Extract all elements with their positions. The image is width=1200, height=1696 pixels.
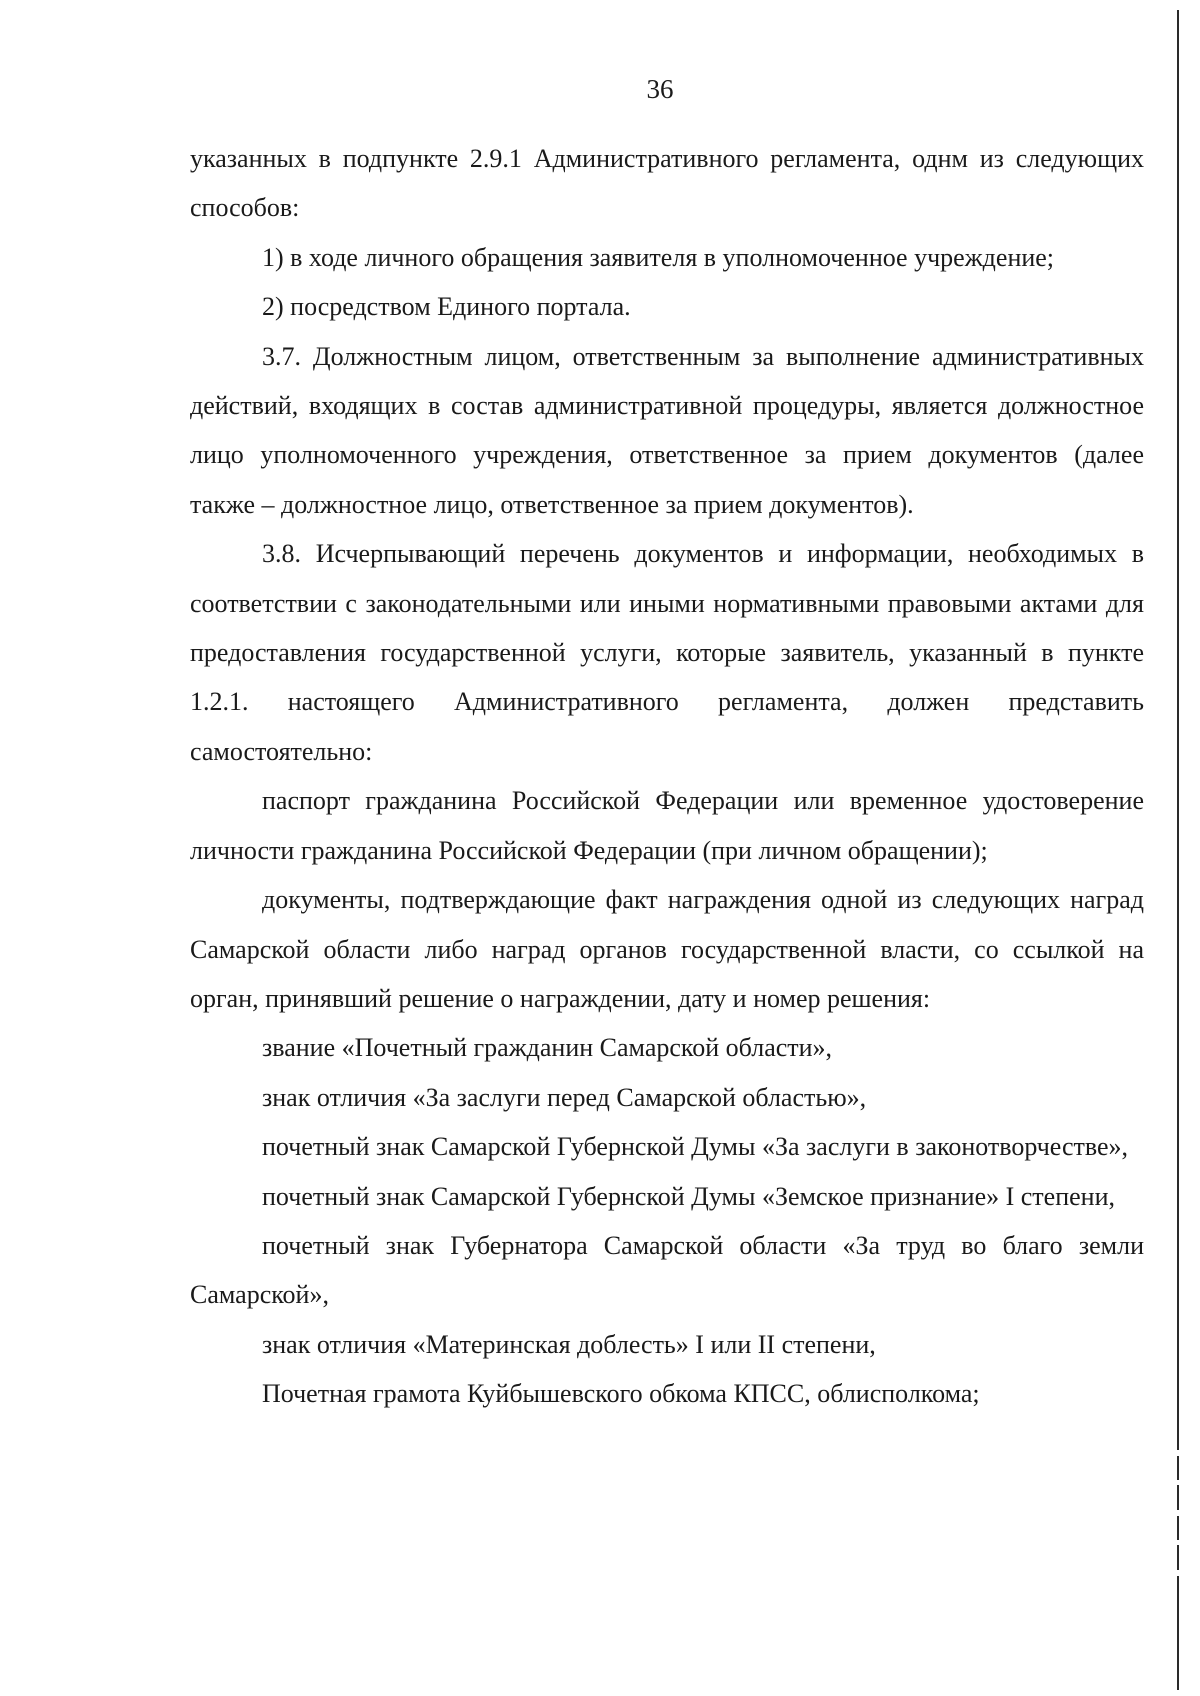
paragraph: 2) посредством Единого портала. [262,292,631,322]
paragraph: знак отличия «За заслуги перед Самарской областью», [262,1082,867,1112]
page-number: 36 [646,74,674,104]
paragraph: почетный знак Самарской Губернской Думы «За заслуги в законотворчестве», [262,1132,1129,1162]
document-body [190,134,1144,1419]
paragraph: 3.7. Должностным лицом, ответственным за выполнение административных действий, входящих в состав административной процедуры, является должностное лицо уполномоченного учреждения, ответственное за прием документов (далее также – должностное лицо, ответственное за прием документов). [190,341,1144,519]
paragraph: почетный знак Губернатора Самарской области «За труд во благо земли Самарской», [190,1230,1144,1310]
paragraph: знак отличия «Материнская доблесть» I или II степени, [262,1329,876,1359]
paragraph: паспорт гражданина Российской Федерации или временное удостоверение личности гражданина Российской Федерации (при личном обращении); [190,786,1144,865]
paragraph: 1) в ходе личного обращения заявителя в уполномоченное учреждение; [262,242,1055,272]
paragraph: звание «Почетный гражданин Самарской области», [262,1033,833,1063]
paragraph: 3.8. Исчерпывающий перечень документов и информации, необходимых в соответствии с законодательными или иными нормативными правовыми актами для предоставления государственной услуги, которые заявитель, указанный в пункте 1.2.1. настоящего Административного регламента, должен представить самостоятельно: [190,539,1144,766]
paragraph: Почетная грамота Куйбышевского обкома КПСС, облисполкома; [262,1379,980,1409]
paragraph: указанных в подпункте 2.9.1 Административного регламента, однм из следующих способов: [190,144,1144,223]
paragraph: почетный знак Самарской Губернской Думы «Земское признание» I степени, [262,1181,1115,1211]
scan-edge-line [1177,10,1179,1690]
paragraph: документы, подтверждающие факт награждения одной из следующих наград Самарской области либо наград органов государственной власти, со ссылкой на орган, принявший решение о награждении, дату и номер решения: [190,885,1144,1013]
